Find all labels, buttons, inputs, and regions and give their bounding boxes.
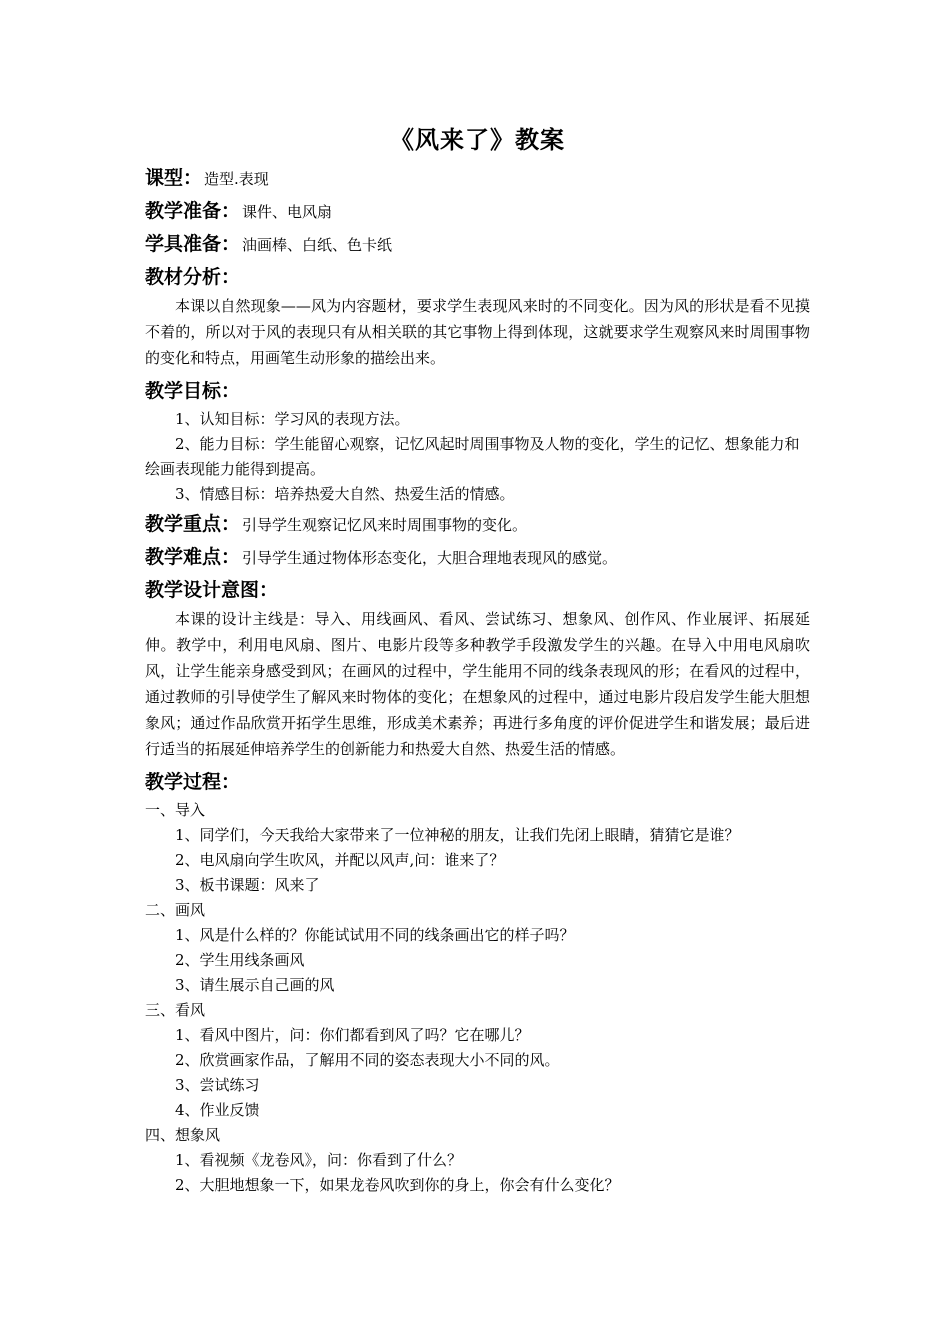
- teaching-prep-row: [145, 195, 810, 228]
- process-item: 2、欣赏画家作品，了解用不同的姿态表现大小不同的风。: [175, 1051, 560, 1069]
- process-item: 1、同学们，今天我给大家带来了一位神秘的朋友，让我们先闭上眼睛，猜猜它是谁？: [175, 826, 740, 844]
- key-point-value: 引导学生观察记忆风来时周围事物的变化。: [242, 516, 528, 534]
- difficulty-value: 引导学生通过物体形态变化，大胆合理地表现风的感觉。: [242, 549, 618, 567]
- process-section-title: 一、导入: [145, 801, 206, 819]
- document-page: [145, 118, 810, 1198]
- goal-item: 1、认知目标：学习风的表现方法。: [175, 410, 410, 428]
- goals-heading: 教学目标：: [145, 380, 241, 402]
- student-prep-value: 油画棒、白纸、色卡纸: [242, 236, 393, 254]
- key-point-label: 教学重点：: [145, 513, 241, 535]
- process-section-title: 三、看风: [145, 1001, 206, 1019]
- process-item: 1、看风中图片，问：你们都看到风了吗？它在哪儿？: [175, 1026, 530, 1044]
- teaching-prep-label: 教学准备：: [145, 200, 241, 222]
- process-item: 1、风是什么样的？你能试试用不同的线条画出它的样子吗？: [175, 926, 575, 944]
- process-item: 4、作业反馈: [175, 1101, 260, 1119]
- process-item: 1、看视频《龙卷风》，问：你看到了什么？: [175, 1151, 463, 1169]
- teaching-prep-value: 课件、电风扇: [242, 203, 333, 221]
- goal-item: 2、能力目标：学生能留心观察，记忆风起时周围事物及人物的变化，学生的记忆、想象能力和绘画表现能力能得到提高。: [145, 435, 800, 478]
- process-section-title: 二、画风: [145, 901, 206, 919]
- process-item: 2、学生用线条画风: [175, 951, 305, 969]
- difficulty-row: [145, 541, 810, 574]
- process-item: 3、板书课题：风来了: [175, 876, 320, 894]
- analysis-heading: 教材分析：: [145, 266, 241, 288]
- document-title: 《风来了》教案: [390, 126, 565, 154]
- lesson-type-row: [145, 162, 810, 195]
- process-item: 3、请生展示自己画的风: [175, 976, 335, 994]
- design-text: 本课的设计主线是：导入、用线画风、看风、尝试练习、想象风、创作风、作业展评、拓展延伸。教学中，利用电风扇、图片、电影片段等多种教学手段激发学生的兴趣。在导入中用电风扇吹风，让学生能亲身感受到风；在画风的过程中，学生能用不同的线条表现风的形；在看风的过程中，通过教师的引导使学生了解风来时物体的变化；在想象风的过程中，通过电影片段启发学生能大胆想象风；通过作品欣赏开拓学生思维，形成美术素养；再进行多角度的评价促进学生和谐发展；最后进行适当的拓展延伸培养学生的创新能力和热爱大自然、热爱生活的情感。: [145, 610, 810, 758]
- process-item: 2、电风扇向学生吹风，并配以风声,问：谁来了？: [175, 851, 505, 869]
- process-heading: 教学过程：: [145, 771, 241, 793]
- goal-item: 3、情感目标：培养热爱大自然、热爱生活的情感。: [175, 485, 515, 503]
- process-item: 3、尝试练习: [175, 1076, 260, 1094]
- process-section-title: 四、想象风: [145, 1126, 221, 1144]
- process-item: 2、大胆地想象一下，如果龙卷风吹到你的身上，你会有什么变化？: [175, 1176, 620, 1194]
- student-prep-row: [145, 228, 810, 261]
- difficulty-label: 教学难点：: [145, 546, 241, 568]
- lesson-type-value: 造型.表现: [204, 170, 269, 188]
- analysis-text: 本课以自然现象——风为内容题材，要求学生表现风来时的不同变化。因为风的形状是看不见摸不着的，所以对于风的表现只有从相关联的其它事物上得到体现，这就要求学生观察风来时周围事物的变化和特点，用画笔生动形象的描绘出来。: [145, 297, 810, 367]
- design-heading: 教学设计意图：: [145, 579, 279, 601]
- key-point-row: [145, 508, 810, 541]
- lesson-type-label: 课型：: [145, 167, 203, 189]
- student-prep-label: 学具准备：: [145, 233, 241, 255]
